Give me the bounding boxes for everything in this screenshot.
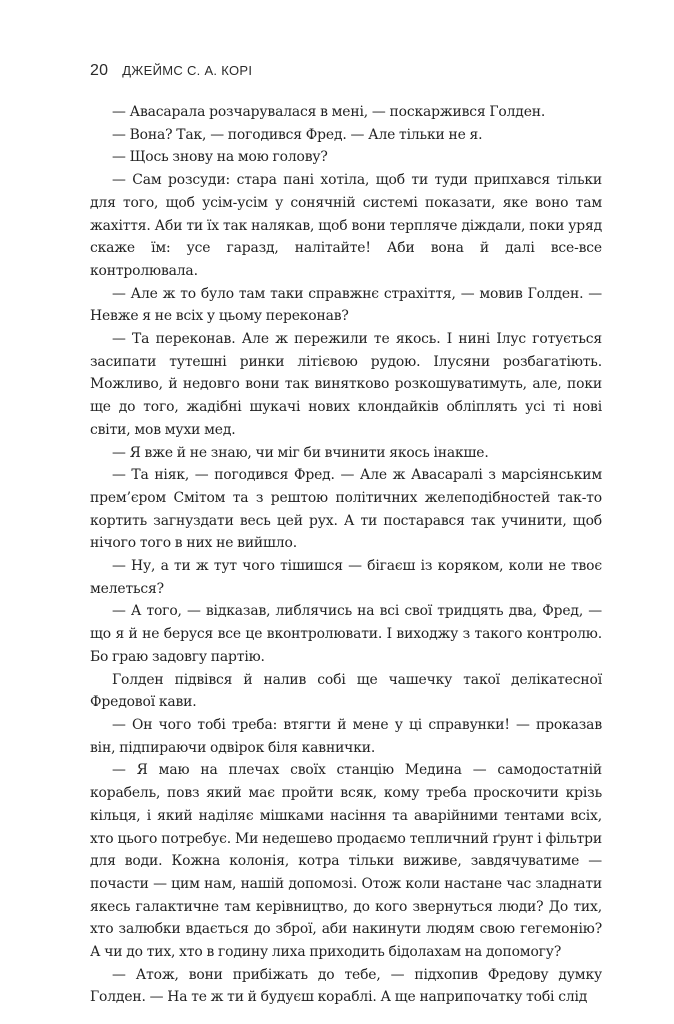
paragraph: — Та переконав. Але ж пережили те якось. І нині Ілус готується засипати тутешні ринки літієвою рудою. Ілусяни розбагатіють. Можливо, й недовго вони так винятково розкошуватимуть, але, поки ще до того, жадібні шукачі нових клондайків обліплять усі ті нові світи, мов мухи мед. bbox=[90, 331, 602, 438]
paragraph: — Авасарала розчарувалася в мені, — поскаржився Голден. bbox=[112, 104, 546, 120]
running-head-author: ДЖЕЙМС С. А. КОРІ bbox=[122, 63, 253, 78]
paragraph: — Щось знову на мою голову? bbox=[112, 149, 328, 166]
paragraph: — Та ніяк, — погодився Фред. — Але ж Авасаралі з марсіянським прем’єром Смітом та з рештою політичних желеподібностей так-то кортить загнуздати весь цей рух. А ти постарався так учинити, щоб нічого того в них не вийшло. bbox=[90, 467, 602, 552]
paragraph: — Сам розсуди: стара пані хотіла, щоб ти туди припхався тільки для того, щоб усім-усім у сонячній системі показати, яке воно там жахіття. Аби ти їх так налякав, щоб вони терпляче діждали, поки уряд скаже їм: усе гаразд, налітайте! Аби вона й далі все-все контролювала. bbox=[90, 172, 602, 279]
running-head bbox=[90, 62, 590, 86]
paragraph: — А того, — відказав, либлячись на всі свої тридцять два, Фред, — що я й не беруся все це вконтролювати. І виходжу з такого контролю. Бо граю задовгу партію. bbox=[90, 603, 602, 665]
paragraph: — Ну, а ти ж тут чого тішишся — бігаєш із коряком, коли не твоє мелеться? bbox=[90, 558, 602, 597]
paragraph: — Вона? Так, — погодився Фред. — Але тільки не я. bbox=[112, 126, 483, 143]
paragraph: Голден підвівся й налив собі ще чашечку такої делікатесної Фредової кави. bbox=[90, 671, 602, 711]
paragraph: — Але ж то було там таки справжнє страхіття, — мовив Голден. — Невже я не всіх у цьому переконав? bbox=[90, 285, 602, 325]
paragraph: — Он чого тобі треба: втягти й мене у ці справунки! — проказав він, підпираючи одвірок біля кавнички. bbox=[90, 716, 602, 756]
body-text bbox=[90, 101, 602, 1009]
paragraph: — Я маю на плечах своїх станцію Медина — самодостатній корабель, повз який має пройти всяк, кому треба проскочити крізь кільця, і який наділяє мішками насіння та аварійними тентами всіх, хто цього потребує. Ми недешево продаємо тепличний ґрунт і фільтри для води. Кожна колонія, котра тільки виживе, завдячуватиме — почасти — цим нам, нашій допомозі. Отож коли настане час зладнати якесь галактичне там керівництво, до кого звернуться люди? До тих, хто залюбки вдається до зброї, аби накинути людям свою гегемонію? А чи до тих, хто в годину лиха приходить бідолахам на допомогу? bbox=[90, 762, 602, 961]
paragraph: — Я вже й не знаю, чи міг би вчинити якось інакше. bbox=[112, 444, 489, 461]
page-number: 20 bbox=[90, 62, 109, 79]
paragraph: — Атож, вони прибіжать до тебе, — підхопив Фредову думку Голден. — На те ж ти й будуєш кораблі. А ще наприпочатку тобі слід bbox=[90, 966, 602, 1006]
